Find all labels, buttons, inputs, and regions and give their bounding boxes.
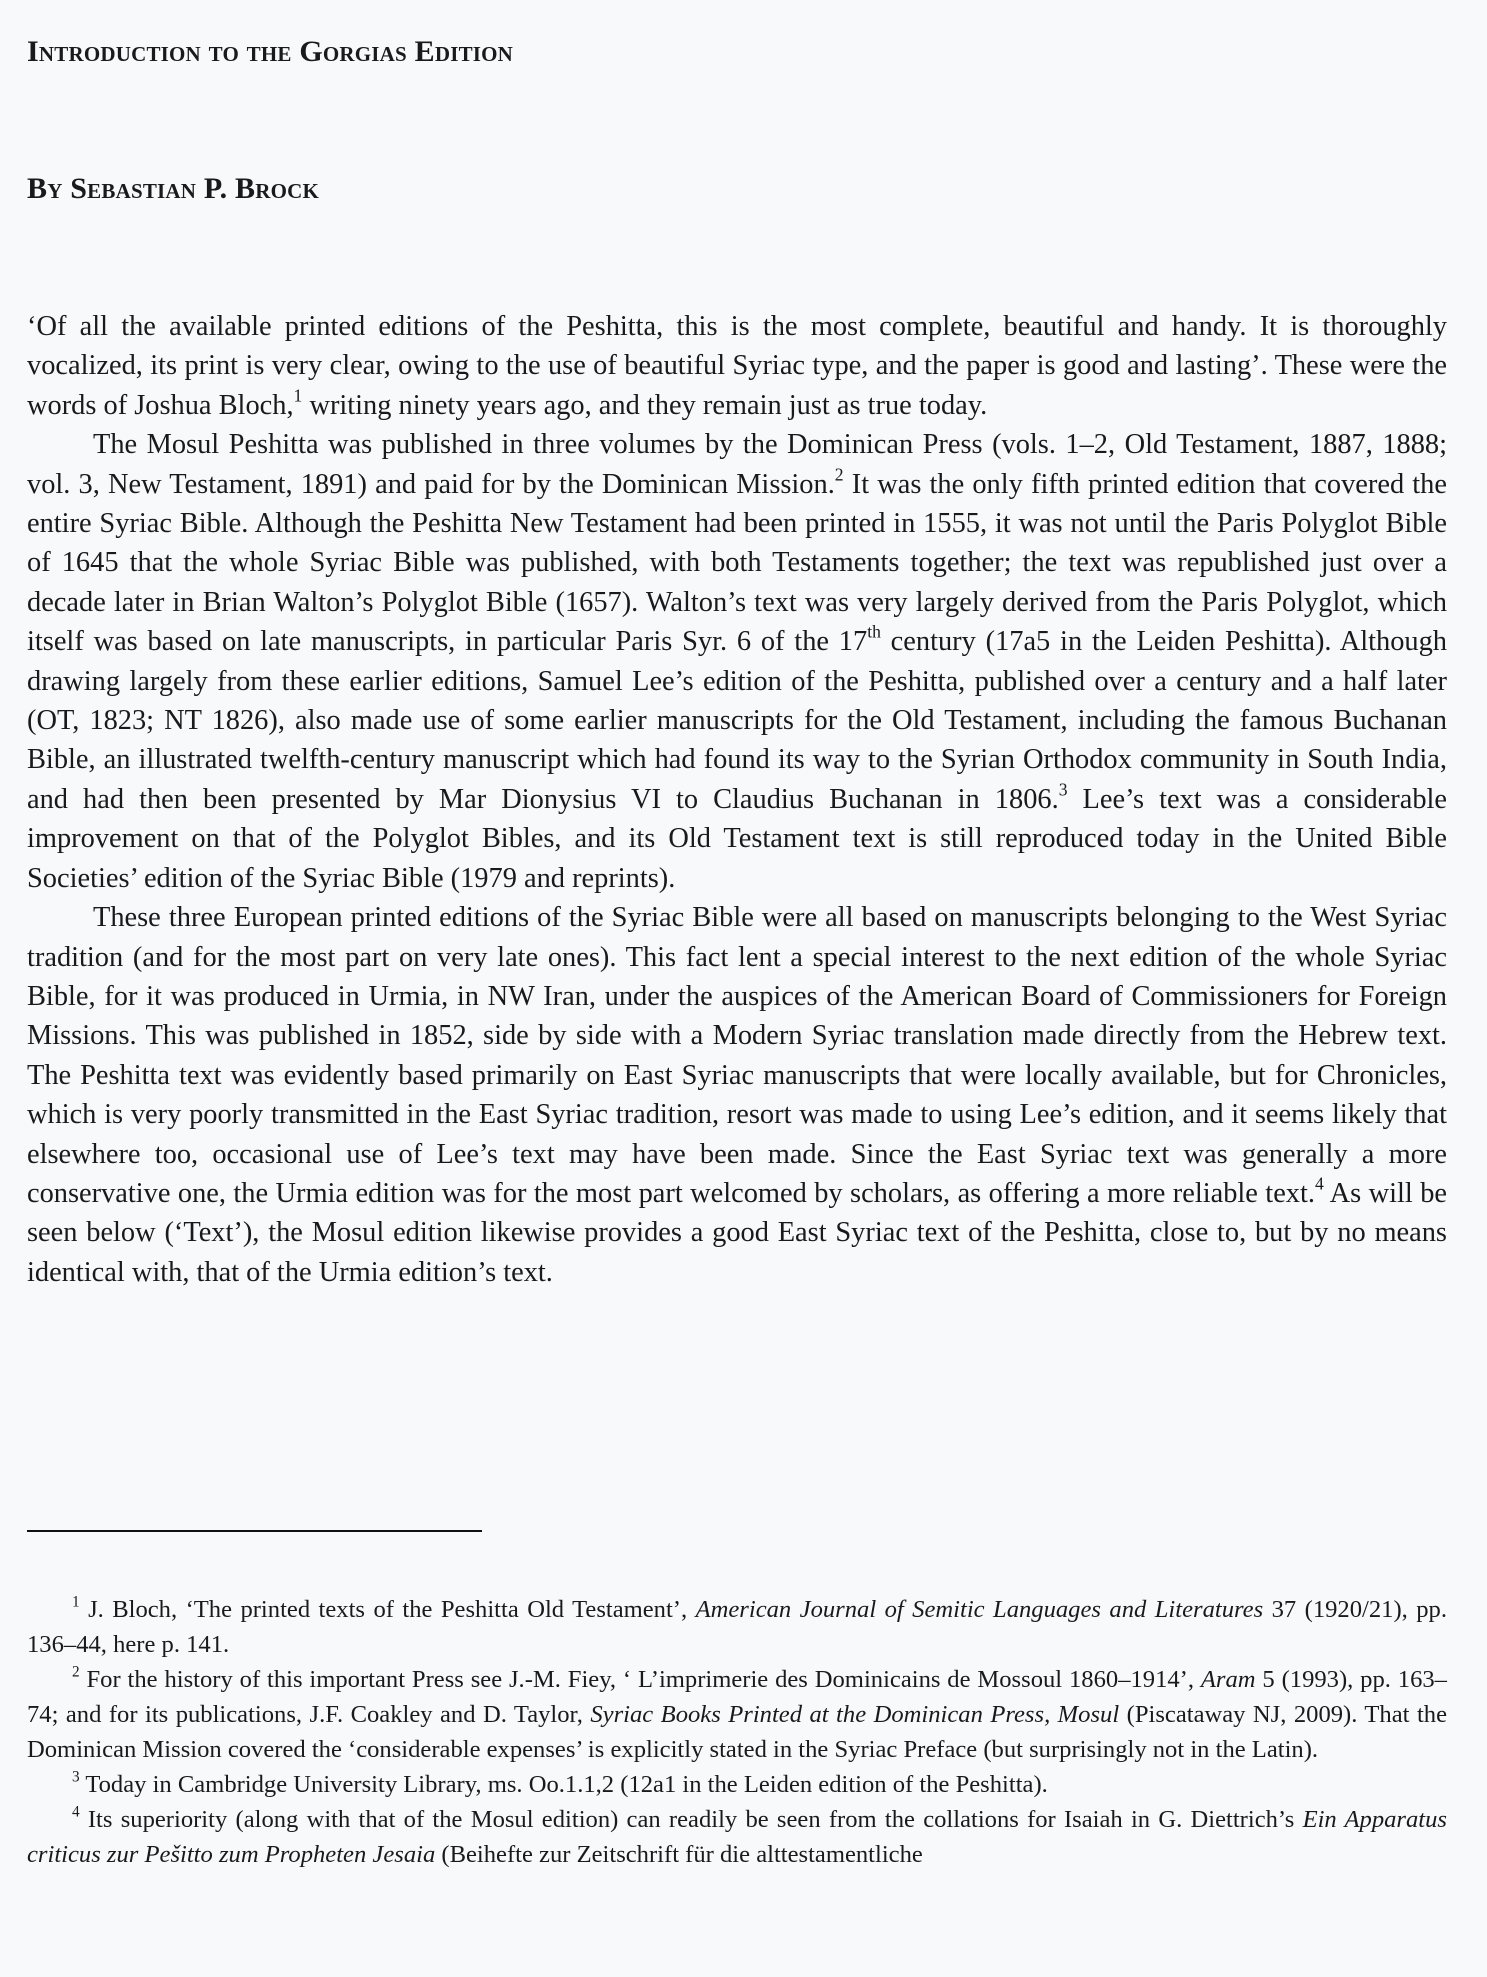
paragraph-2-text-c: century (17a5 in the Leiden Peshitta). Although drawing largely from these earlier editions, Samuel Lee’s edition of the Peshitta, published over a century and a half later (OT, 1823; NT 1826), also made use of some earlier manuscripts for the Old Testament, including the famous Buchanan Bible, an illustrated twelfth-century manuscript which had found its way to the Syrian Orthodox community in South India, and had then been presented by Mar Dionysius VI to Claudius Buchanan in 1806. bbox=[27, 626, 1447, 815]
footnote-divider bbox=[27, 1530, 482, 1532]
footnote-2 bbox=[27, 1662, 1447, 1767]
page-title: Introduction to the Gorgias Edition bbox=[27, 35, 514, 68]
paragraph-2 bbox=[27, 425, 1447, 898]
footnote-1 bbox=[27, 1592, 1447, 1662]
footnote-italic-title: Syriac Books Printed at the Dominican Press, Mosul bbox=[590, 1701, 1120, 1728]
paragraph-2-text-d: Lee’s text was a considerable improvement on that of the Polyglot Bibles, and its Old Testament text is still reproduced today in the United Bible Societies’ edition of the Syriac Bible (1979 and reprints). bbox=[27, 783, 1447, 894]
footnote-number: 4 bbox=[72, 1803, 80, 1821]
footnote-text: For the history of this important Press see J.-M. Fiey, ‘ L’imprimerie des Dominicains de Mossoul 1860–1914’, bbox=[79, 1666, 1201, 1693]
footnote-4 bbox=[27, 1802, 1447, 1872]
footnote-ref-2: 2 bbox=[834, 464, 844, 485]
paragraph-3-text-a: These three European printed editions of the Syriac Bible were all based on manuscripts belonging to the West Syriac tradition (and for the most part on very late ones). This fact lent a special interest to the next edition of the whole Syriac Bible, for it was produced in Urmia, in NW Iran, under the auspices of the American Board of Commissioners for Foreign Missions. This was published in 1852, side by side with a Modern Syriac translation made directly from the Hebrew text. The Peshitta text was evidently based primarily on East Syriac manuscripts that were locally available, but for Chronicles, which is very poorly transmitted in the East Syriac tradition, resort was made to using Lee’s edition, and it seems likely that elsewhere too, occasional use of Lee’s text may have been made. Since the East Syriac text was generally a more conservative one, the Urmia edition was for the most part welcomed by scholars, as offering a more reliable text. bbox=[27, 902, 1447, 1209]
footnote-text: (Beihefte zur Zeitschrift für die alttestamentliche bbox=[435, 1841, 923, 1868]
footnote-3 bbox=[27, 1767, 1447, 1802]
paragraph-1-text-a: ‘Of all the available printed editions of the Peshitta, this is the most complete, beautiful and handy. It is thoroughly vocalized, its print is very clear, owing to the use of beautiful Syriac type, and the paper is good and lasting’. These were the words of Joshua Bloch, bbox=[27, 311, 1447, 421]
footnote-number: 1 bbox=[72, 1593, 80, 1611]
footnote-text: Its superiority (along with that of the Mosul edition) can readily be seen from the collations for Isaiah in G. Diettrich’s bbox=[79, 1806, 1303, 1833]
footnote-ref-1: 1 bbox=[293, 385, 303, 406]
footnote-italic-title: American Journal of Semitic Languages and Literatures bbox=[695, 1596, 1264, 1623]
author-byline: By Sebastian P. Brock bbox=[27, 172, 320, 205]
paragraph-2-text-a: The Mosul Peshitta was published in three volumes by the Dominican Press (vols. 1–2, Old Testament, 1887, 1888; vol. 3, New Testament, 1891) and paid for by the Dominican Mission. bbox=[27, 429, 1447, 500]
footnote-text: Today in Cambridge University Library, ms. Oo.1.1,2 (12a1 in the Leiden edition of the Peshitta). bbox=[79, 1771, 1048, 1798]
footnote-number: 3 bbox=[72, 1768, 80, 1786]
paragraph-1-text-b: writing ninety years ago, and they remain just as true today. bbox=[302, 389, 988, 421]
paragraph-2-text-b: It was the only fifth printed edition that covered the entire Syriac Bible. Although the Peshitta New Testament had been printed in 1555, it was not until the Paris Polyglot Bible of 1645 that the whole Syriac Bible was published, with both Testaments together; the text was republished just over a decade later in Brian Walton’s Polyglot Bible (1657). Walton’s text was very largely derived from the Paris Polyglot, which itself was based on late manuscripts, in particular Paris Syr. 6 of the 17 bbox=[27, 468, 1447, 658]
footnote-number: 2 bbox=[72, 1663, 80, 1681]
paragraph-3-text-b: As will be seen below (‘Text’), the Mosul edition likewise provides a good East Syriac text of the Peshitta, close to, but by no means identical with, that of the Urmia edition’s text. bbox=[27, 1177, 1447, 1288]
footnote-ref-4: 4 bbox=[1314, 1173, 1324, 1194]
footnote-italic-title: Aram bbox=[1200, 1666, 1256, 1693]
footnote-ref-3: 3 bbox=[1058, 779, 1068, 800]
paragraph-3 bbox=[27, 898, 1447, 1292]
ordinal-suffix: th bbox=[867, 621, 881, 642]
body-text bbox=[27, 307, 1447, 1292]
paragraph-1 bbox=[27, 307, 1447, 425]
footnotes bbox=[27, 1592, 1447, 1872]
footnote-text: J. Bloch, ‘The printed texts of the Peshitta Old Testament’, bbox=[79, 1596, 696, 1623]
footnote-italic-title: Ein Apparatus criticus zur Pešitto zum Propheten Jesaia bbox=[27, 1806, 1447, 1868]
footnote-text: (Piscataway NJ, 2009). That the Dominican Mission covered the ‘considerable expenses’ is explicitly stated in the Syriac Preface (but surprisingly not in the Latin). bbox=[27, 1701, 1447, 1763]
footnote-text: 5 (1993), pp. 163–74; and for its publications, J.F. Coakley and D. Taylor, bbox=[27, 1666, 1447, 1728]
footnote-text: 37 (1920/21), pp. 136–44, here p. 141. bbox=[27, 1596, 1447, 1658]
